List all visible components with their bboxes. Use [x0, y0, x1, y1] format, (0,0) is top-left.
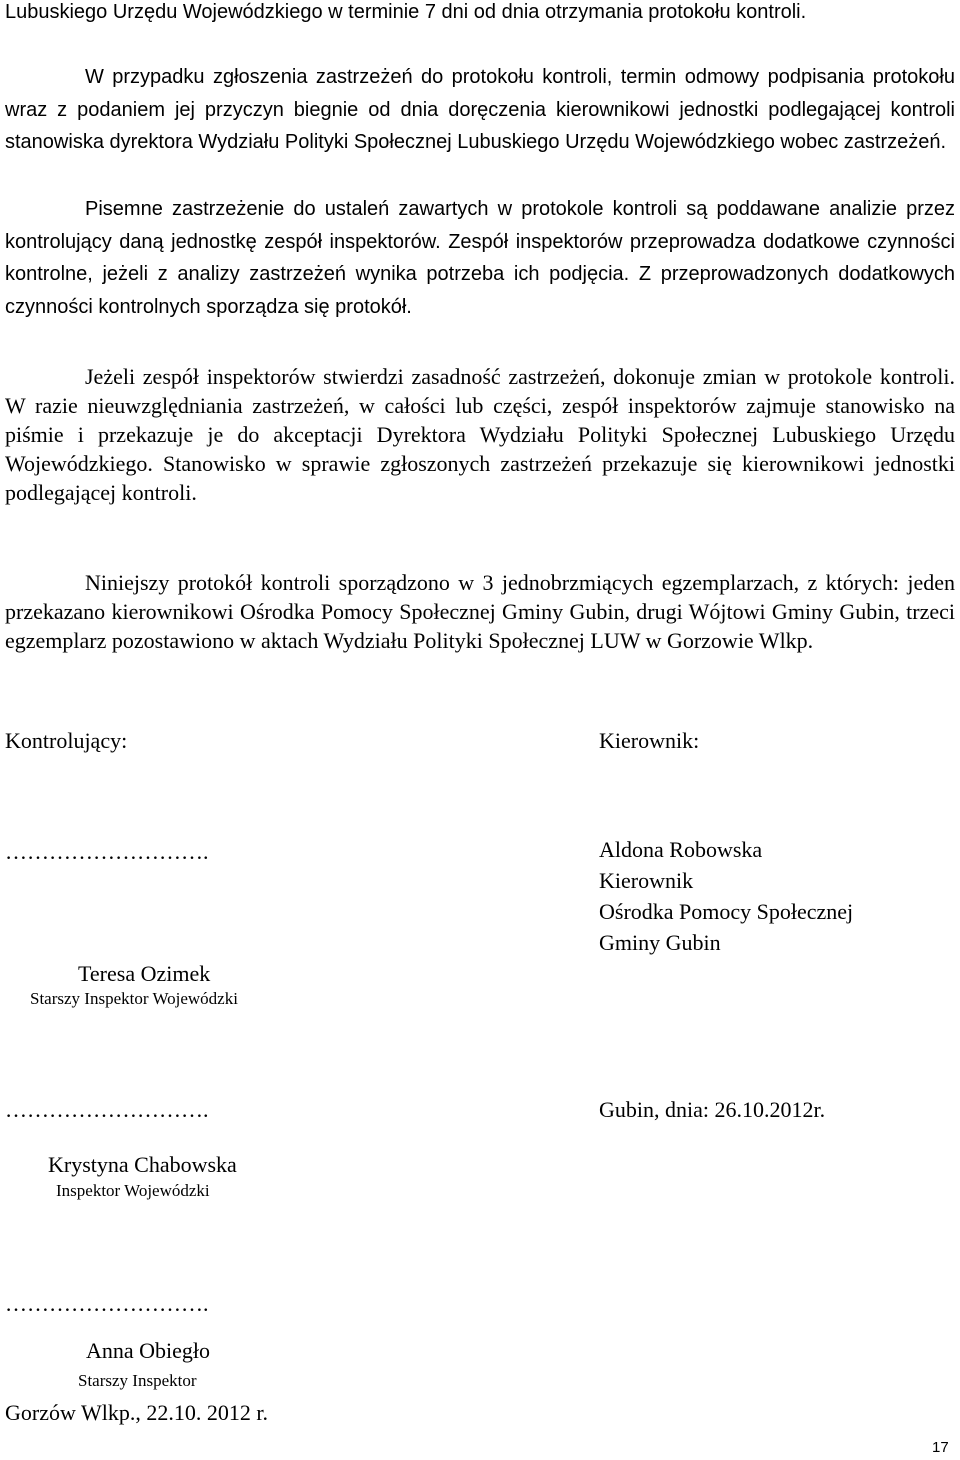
signer-2-title: Inspektor Wojewódzki — [56, 1181, 210, 1200]
signer-2-name: Krystyna Chabowska — [48, 1152, 237, 1177]
signature-line-1: ………………………. — [5, 839, 209, 864]
paragraph-4 — [5, 362, 955, 507]
director-name: Aldona Robowska — [599, 837, 763, 862]
signer-1-title: Starszy Inspektor Wojewódzki — [30, 989, 238, 1008]
paragraph-1: Lubuskiego Urzędu Wojewódzkiego w terminie 7 dni od dnia otrzymania protokołu kontroli. — [5, 1, 807, 23]
paragraph-4-sentence-2: W razie nieuwzględniania zastrzeżeń, w całości lub części, zespół inspektorów zajmuje stanowisko na piśmie i przekazuje je do akceptacji Dyrektora Wydziału Polityki Społecznej Lubuskiego Urzędu Wojewódzkiego. Stanowisko w sprawie zgłoszonych zastrzeżeń przekazuje się kierownikowi jednostki podlegającej kontroli. — [5, 393, 955, 505]
place-date-left: Gorzów Wlkp., 22.10. 2012 r. — [5, 1400, 268, 1425]
paragraph-3 — [5, 193, 955, 323]
signature-line-3: ………………………. — [5, 1291, 209, 1316]
director-role: Kierownik — [599, 868, 694, 893]
paragraph-2: W przypadku zgłoszenia zastrzeżeń do protokołu kontroli, termin odmowy podpisania protokołu wraz z podaniem jej przyczyn biegnie od dnia doręczenia kierownikowi jednostki podlegającej kontroli stanowiska dyrektora Wydziału Polityki Społecznej Lubuskiego Urzędu Wojewódzkiego wobec zastrzeżeń. — [5, 66, 955, 153]
place-date-right: Gubin, dnia: 26.10.2012r. — [599, 1097, 826, 1122]
page-number: 17 — [932, 1439, 949, 1456]
paragraph-3-sentence-1: Pisemne zastrzeżenie do ustaleń zawartych w protokole kontroli są poddawane analizie przez kontrolujący daną jednostkę zespół inspektorów. — [5, 198, 955, 253]
director-org-1: Ośrodka Pomocy Społecznej — [599, 899, 854, 924]
paragraph-5: Niniejszy protokół kontroli sporządzono w 3 jednobrzmiących egzemplarzach, z których: jeden przekazano kierownikowi Ośrodka Pomocy Społecznej Gminy Gubin, drugi Wójtowi Gminy Gubin, trzeci egzemplarz pozostawiono w aktach Wydziału Polityki Społecznej LUW w Gorzowie Wlkp. — [5, 570, 955, 653]
paragraph-4-sentence-1: Jeżeli zespół inspektorów stwierdzi zasadność zastrzeżeń, dokonuje zmian w protokole kontroli. — [85, 364, 955, 389]
signer-3-title: Starszy Inspektor — [78, 1371, 197, 1390]
left-signature-heading: Kontrolujący: — [5, 728, 128, 753]
paragraph-3-sentence-2: Zespół inspektorów przeprowadza dodatkowe czynności kontrolne, jeżeli z analizy zastrzeżeń wynika potrzeba ich podjęcia. Z przeprowadzonych dodatkowych czynności kontrolnych sporządza się protokół. — [5, 230, 955, 318]
signer-3-name: Anna Obiegło — [86, 1338, 211, 1363]
director-org-2: Gminy Gubin — [599, 930, 721, 955]
signer-1-name: Teresa Ozimek — [78, 961, 211, 986]
right-signature-heading: Kierownik: — [599, 728, 700, 753]
signature-line-2: ………………………. — [5, 1097, 209, 1122]
